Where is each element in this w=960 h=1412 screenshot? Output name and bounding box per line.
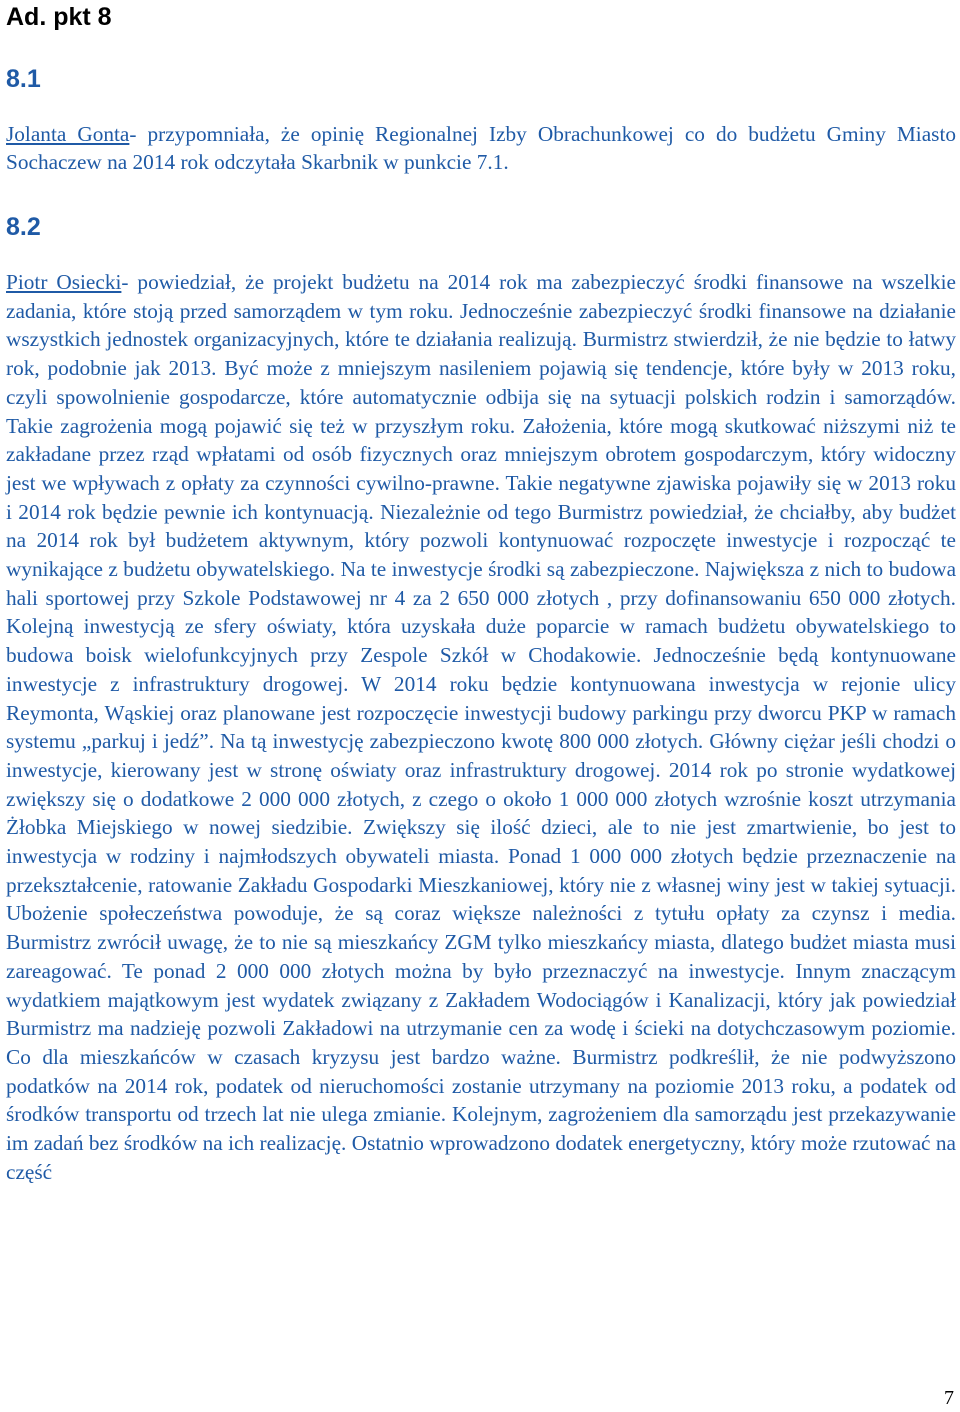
sentence: Ponad 1 000 000 złotych będzie przeznaczenie na przekształcenie, ratowanie Zakładu Gospodarki Mieszkaniowej, który nie z własnej winy jest w takiej sytuacji. — [6, 844, 956, 897]
sentence: Być może z mniejszym nasileniem pojawią się tendencje, które były w 2013 roku, czyli spowolnienie gospodarcze, które automatycznie odbija się na sytuacji polskich rodzin i samorządów. — [6, 356, 956, 409]
section-number-8-2: 8.2 — [6, 213, 41, 241]
sentence: Ubożenie społeczeństwa powoduje, że są coraz większe należności z tytułu opłaty za czynsz i media. — [6, 901, 956, 926]
sentence: Jednocześnie będą kontynuowane inwestycje z infrastruktury drogowej. — [6, 643, 956, 696]
sentence: Założenia, które mogą skutkować niższymi niż te zakładane przez rząd wpłatami od osób fizycznych oraz mniejszym obrotem gospodarczym, który widoczny jest we wpływach z opłaty za czynności cywilno-prawne. Takie negatywne zjawiska pojawiły się w 2013 roku i 2014 rok będzie pewnie ich kontynuacją. — [6, 413, 957, 524]
sentence: Główny ciężar jeśli chodzi o inwestycje, kierowany jest w stronę oświaty oraz infrastruktury drogowej. — [6, 729, 956, 782]
sentence: Kolejną inwestycją ze sfery oświaty, która uzyskała duże poparcie w ramach budżetu obywatelskiego to budowa boisk wielofunkcyjnych przy Zespole Szkół w Chodakowie. — [6, 614, 956, 668]
sentence: Kolejnym, zagrożeniem dla samorządu jest przekazywanie im zadań bez środków na ich realizację. — [6, 1102, 956, 1156]
sentence: Na te inwestycje środki są zabezpieczone. — [340, 557, 700, 582]
sentence: Co dla mieszkańców w czasach kryzysu jest bardzo ważne. — [6, 1044, 561, 1069]
sentence: - powiedział, że projekt budżetu na 2014 rok ma zabezpieczyć środki finansowe na wszelkie zadania, które stoją przed samorządem w tym roku. — [6, 270, 956, 323]
sentence: Na tą inwestycję zabezpieczono kwotę 800 000 złotych. — [220, 729, 704, 754]
sentence: Zwiększy się ilość dzieci, ale to nie jest zmartwienie, bo jest to inwestycja w rodziny i najmłodszych obywateli miasta. — [6, 815, 956, 869]
agenda-heading: Ad. pkt 8 — [6, 3, 112, 31]
paragraph-8-2 — [6, 268, 956, 1187]
section-number-8-1: 8.1 — [6, 65, 41, 93]
sentence: Jednocześnie zabezpieczyć środki finansowe na działanie wszystkich jednostek organizacyjnych, które te działania realizują. — [6, 298, 957, 352]
sentence: Innym znaczącym wydatkiem majątkowym jest wydatek związany z Zakładem Wodociągów i Kanalizacji, który jak powiedział Burmistrz ma nadzieję pozwoli Zakładowi na utrzymanie cen za wodę i ścieki na dotychczasowym poziomie. — [6, 958, 956, 1041]
statement-text: - przypomniała, że opinię Regionalnej Izby Obrachunkowej co do budżetu Gminy Miasto Sochaczew na 2014 rok odczytała Skarbnik w punkcie 7.1. — [6, 122, 957, 174]
sentence: Takie zagrożenia mogą pojawić się też w przyszłym roku. — [6, 413, 516, 438]
sentence: Niezależnie od tego Burmistrz powiedział, że chciałby, aby budżet na 2014 rok był budżetem aktywnym, który pozwoli kontynuować rozpoczęte inwestycje i rozpocząć te wynikające z budżetu obywatelskiego. — [6, 499, 956, 582]
sentence: Największa z nich to budowa hali sportowej przy Szkole Podstawowej nr 4 za 2 650 000 złotych , przy dofinansowaniu 650 000 złotych. — [6, 557, 957, 610]
speaker-name: Piotr Osiecki — [6, 270, 122, 294]
speaker-name: Jolanta Gonta — [6, 122, 130, 146]
sentence: Burmistrz podkreślił, że nie podwyższono podatków na 2014 rok, podatek od nieruchomości zostanie utrzymany na poziomie 2013 roku, a podatek od środków transportu od trzech lat nie ulega zmianie. — [6, 1044, 956, 1127]
paragraph-8-1 — [6, 120, 956, 176]
sentence: Burmistrz zwrócił uwagę, że to nie są mieszkańcy ZGM tylko mieszkańcy miasta, dlatego budżet miasta musi zareagować. Te ponad 2 000 000 złotych można by było przeznaczyć na inwestycje. — [6, 930, 956, 983]
page-number: 7 — [944, 1387, 954, 1409]
sentence: 2014 rok po stronie wydatkowej zwiększy się o dodatkowe 2 000 000 złotych, z czego o około 1 000 000 złotych wzrośnie koszt utrzymania Żłobka Miejskiego w nowej siedzibie. — [6, 757, 956, 840]
sentence: W 2014 roku będzie kontynuowana inwestycja w rejonie ulicy Reymonta, Wąskiej oraz planowane jest rozpoczęcie inwestycji budowy parkingu przy dworcu PKP w ramach systemu „parkuj i jedź”. — [6, 671, 956, 754]
sentence: Ostatnio wprowadzono dodatek energetyczny, który może rzutować na część — [6, 1131, 956, 1184]
sentence: Burmistrz stwierdził, że nie będzie to łatwy rok, podobnie jak 2013. — [6, 327, 956, 381]
